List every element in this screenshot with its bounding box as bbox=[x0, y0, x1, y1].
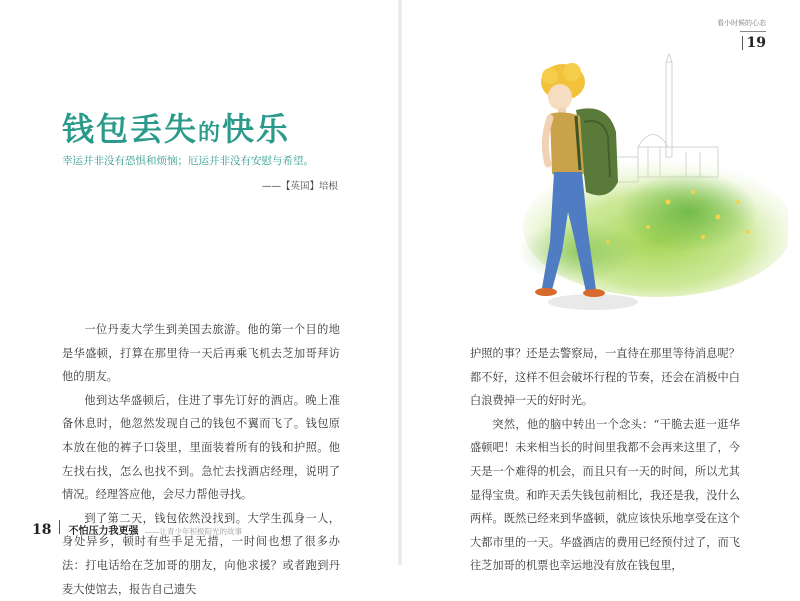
title-end: 快乐 bbox=[222, 110, 291, 148]
paragraph: 到了第二天，钱包依然没找到。大学生孤身一人，身处异乡，顿时有些手足无措，一时间也想了很多办法：打电话给在芝加哥的朋友，向他求援？或者跑到丹麦大使馆去，报告自己遗失 bbox=[62, 511, 340, 596]
folio-divider bbox=[59, 520, 60, 534]
folio-divider bbox=[742, 36, 743, 50]
title-small: 的 bbox=[198, 120, 223, 146]
right-page bbox=[400, 0, 800, 573]
epigraph-author: ——【英国】培根 bbox=[261, 181, 338, 192]
right-body-text bbox=[470, 342, 740, 578]
paragraph: 护照的事？还是去警察局，一直待在那里等待消息呢？都不好，这样不但会破坏行程的节奏，还会在消极中白白浪费掉一天的好时光。 bbox=[470, 347, 740, 408]
chapter-title bbox=[62, 104, 290, 150]
left-series-title: 不怕压力我更强 bbox=[68, 526, 139, 537]
right-folio bbox=[717, 18, 766, 54]
paragraph: 一位丹麦大学生到美国去旅游。他的第一个目的地是华盛顿，打算在那里待一天后再乘飞机去芝加哥拜访他的朋友。 bbox=[62, 323, 340, 384]
paragraph: 突然，他的脑中转出一个念头：“干脆去逛一逛华盛顿吧！未来相当长的时间里我都不会再来这里了，今天是一个难得的机会，而且只有一天的时间，所以尤其显得宝贵。和昨天丢失钱包前相比，我还是我，没什么两样。既然已经来到华盛顿，就应该快乐地享受在这个大都市里的一天。华盛酒店的费用已经预付过了，而飞往芝加哥的机票也幸运地没有放在钱包里， bbox=[470, 417, 740, 573]
boy-walking-illustration bbox=[488, 52, 788, 322]
left-page bbox=[0, 0, 400, 596]
right-page-number: 19 bbox=[746, 35, 766, 51]
right-series-title: 看小时候的心态 bbox=[717, 19, 766, 27]
left-folio bbox=[32, 520, 242, 538]
left-page-number: 18 bbox=[32, 522, 52, 538]
epigraph-quote: 幸运并非没有恐惧和烦恼；厄运并非没有安慰与希望。 bbox=[62, 155, 314, 167]
paragraph: 他到达华盛顿后，住进了事先订好的酒店。晚上准备休息时，他忽然发现自己的钱包不翼而飞了。钱包原本放在他的裤子口袋里，里面装着所有的钱和护照。他左找右找，怎么也找不到。急忙去找酒店经理，说明了情况。经理答应他，会尽力帮他寻找。 bbox=[62, 393, 340, 502]
folio-rule bbox=[740, 31, 766, 32]
left-series-subtitle: ——让青少年积极阳光的故事 bbox=[144, 527, 242, 536]
left-body-text bbox=[62, 318, 340, 601]
title-main: 钱包丢失 bbox=[62, 110, 199, 148]
